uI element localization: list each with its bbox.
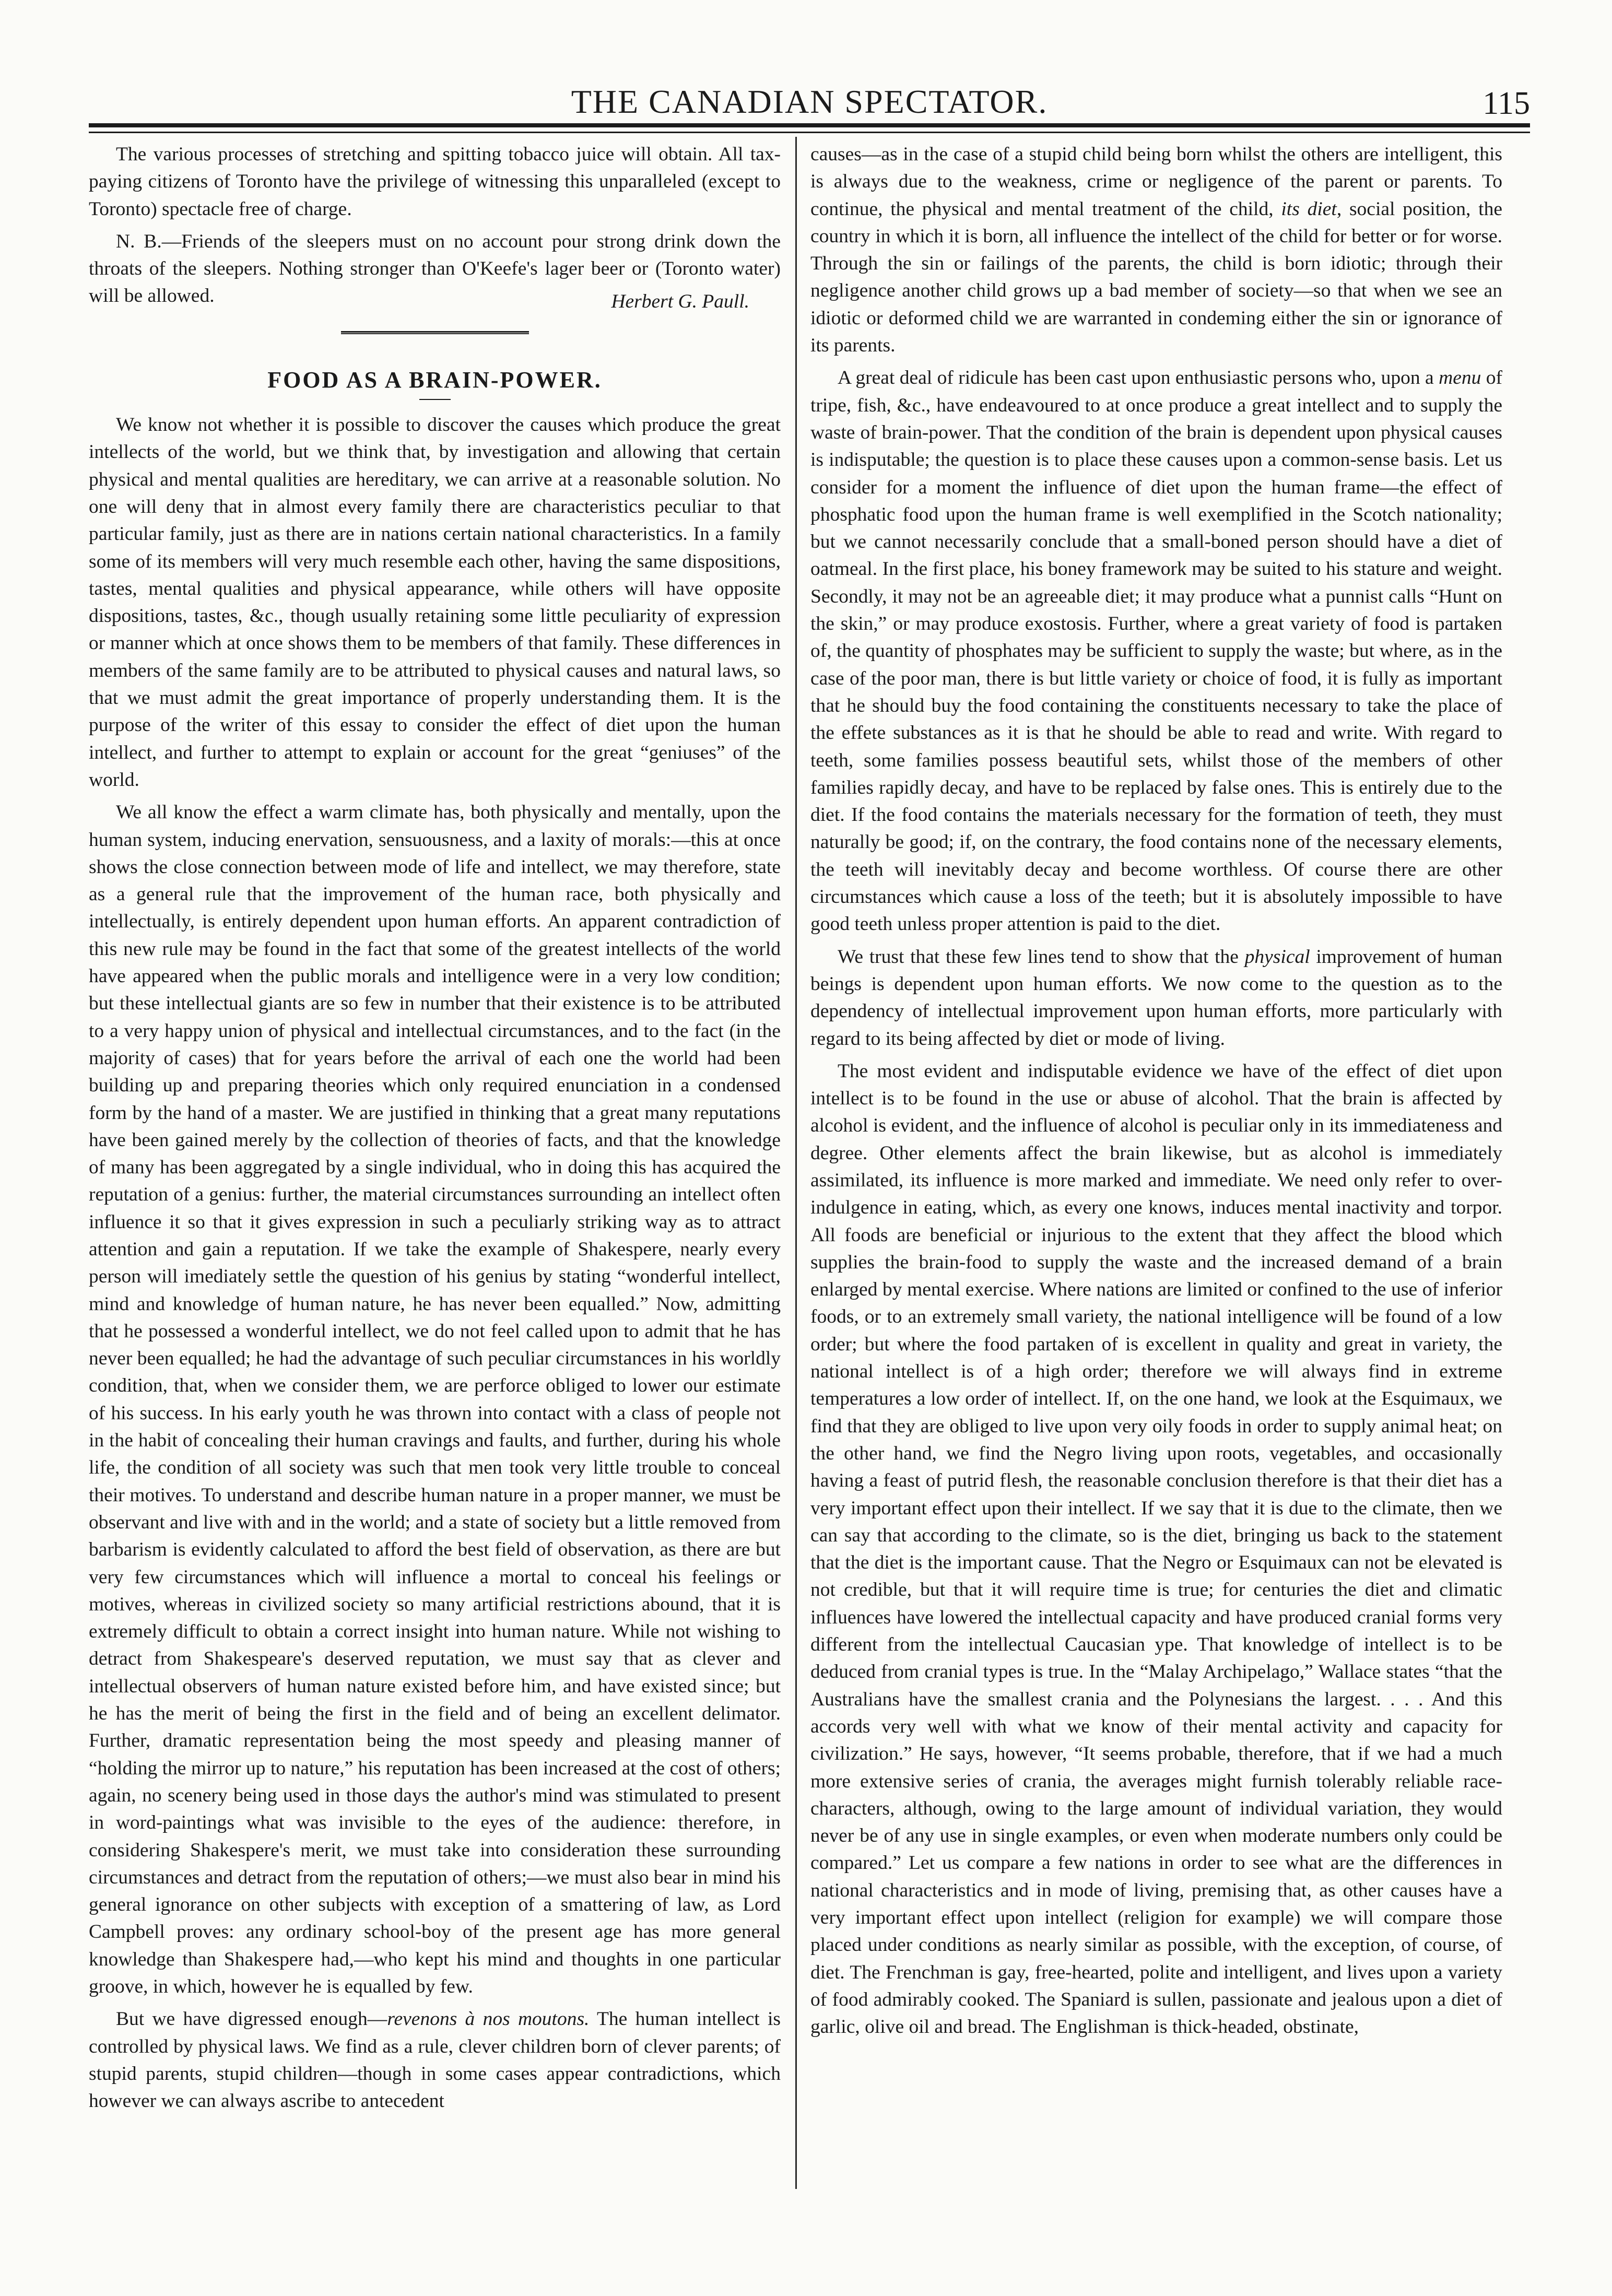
article-paragraph: We know not whether it is possible to discover the causes which produce the great intellects of the world, but we think that, by investigation and allowing that certain physical and mental qualities are hereditary, we can arrive at a reasonable solution. No one will deny that in almost every family there are characteristics peculiar to that particular family, just as there are in nations certain national characteristics. In a family some of its members will very much resemble each other, having the same dispositions, tastes, mental qualities and physical appearance, while others will have opposite dispositions, tastes, &c., though usually retaining some little peculiarity of expression or manner which at once shows them to be members of that family. These differences in members of the same family are to be attributed to physical causes and natural laws, so that we must admit the great importance of properly understanding them. It is the purpose of the writer of this essay to consider the effect of diet upon the human intellect, and further to attempt to explain or account for the great “geniuses” of the world. bbox=[89, 414, 781, 791]
column-divider bbox=[795, 137, 797, 2189]
header-rule-thick bbox=[89, 123, 1530, 127]
page-header bbox=[89, 78, 1530, 125]
french-phrase: revenons à nos moutons. bbox=[387, 2008, 590, 2030]
article-paragraph: causes—as in the case of a stupid child being born whilst the others are intelligent, this is always due to the weakness, crime or negligence of the parent or parents. To continue, the physical and mental treatment of the child, its diet, social position, the country in which it is born, all influence the intellect of the child for better or for worse. Through the sin or failings of the parents, the child is born idiotic; through their negligence another child grows up a bad member of society—so that when we see an idiotic or deformed child we are warranted in condeming either the sin or ignorance of its parents. bbox=[810, 144, 1502, 357]
preceding-article-signature: Herbert G. Paull. bbox=[611, 290, 749, 312]
article-paragraph: We trust that these few lines tend to show that the physical improvement of human beings is dependent upon human efforts. We now come to the question as to the dependency of intellectual improvement upon human efforts, more particularly with regard to its being affected by diet or mode of living. bbox=[810, 946, 1502, 1050]
section-separator-rule bbox=[341, 331, 529, 334]
page-number: 115 bbox=[1482, 86, 1530, 121]
preceding-article-paragraph: The various processes of stretching and spitting tobacco juice will obtain. All tax-paying citizens of Toronto have the privilege of witnessing this unparalleled (except to Toronto) spectacle free of charge. bbox=[89, 144, 781, 220]
left-column bbox=[89, 141, 781, 2120]
article-paragraph: But we have digressed enough—revenons à nos moutons. The human intellect is controlled by physical laws. We find as a rule, clever children born of clever parents; of stupid parents, stupid children—though in some cases appear contradictions, which however we can always ascribe to antecedent bbox=[89, 2008, 781, 2112]
right-column bbox=[810, 141, 1502, 2046]
header-rule-thin bbox=[89, 132, 1530, 133]
article-paragraph: The most evident and indisputable evidence we have of the effect of diet upon intellect is to be found in the use or abuse of alcohol. That the brain is affected by alcohol is evident, and the influence of alcohol is peculiar only in its immediateness and degree. Other elements affect the brain likewise, but as alcohol is immediately assimilated, its influence is more marked and immediate. We need only refer to over-indulgence in eating, which, as every one knows, induces mental inactivity and torpor. All foods are beneficial or injurious to the extent that they affect the blood which supplies the brain-food to supply the waste and the increased demand of a brain enlarged by mental exercise. Where nations are limited or confined to the use of inferior foods, or to an extremely small variety, the national intelligence will be found of a low order; but where the food partaken of is excellent in quality and great in variety, the national intellect is of a high order; therefore we will always find in extreme temperatures a low order of intellect. If, on the one hand, we look at the Esquimaux, we find that they are obliged to live upon very oily foods in order to supply animal heat; on the other hand, we find the Negro living upon roots, vegetables, and occasionally having a feast of putrid flesh, the reasonable conclusion therefore is that their diet has a very important effect upon their intellect. If we say that it is due to the climate, then we can say that according to the climate, so is the diet, bringing us back to the statement that the diet is the important cause. That the Negro or Esquimaux can not be elevated is not credible, but that it will require time is true; for centuries the diet and climatic influences have lowered the intellectual capacity and have produced cranial forms very different from the intellectual Caucasian ype. That knowledge of intellect is to be deduced from cranial types is true. In the “Malay Archipelago,” Wallace states “that the Australians have the smallest crania and the Polynesians the largest. . . . And this accords very well with what we know of their mental activity and capacity for civilization.” He says, however, “It seems probable, therefore, that if we had a much more extensive series of crania, the averages might furnish tolerably reliable race-characters, although, owing to the large amount of individual variation, they would never be of any use in single examples, or even when moderate numbers only could be compared.” Let us compare a few nations in order to see what are the differences in national characteristics and in mode of living, premising that, as other causes have a very important effect upon intellect (religion for example) we will compare those placed under conditions as nearly similar as possible, with the exception, of course, of diet. The Frenchman is gay, free-hearted, polite and intelligent, and lives upon a variety of food admirably cooked. The Spaniard is sullen, passionate and jealous upon a diet of garlic, olive oil and bread. The Englishman is thick-headed, obstinate, bbox=[810, 1060, 1502, 2038]
preceding-article-paragraph: N. B.—Friends of the sleepers must on no account pour strong drink down the throats of the sleepers. Nothing stronger than O'Keefe's lager beer or (Toronto water) will be allowed. bbox=[89, 230, 781, 307]
article-paragraph: A great deal of ridicule has been cast upon enthusiastic persons who, upon a menu of tripe, fish, &c., have endeavoured to at once produce a great intellect and to supply the waste of brain-power. That the condition of the brain is dependent upon physical causes is indisputable; the question is to place these causes upon a common-sense basis. Let us consider for a moment the influence of diet upon the human frame—the effect of phosphatic food upon the human frame is well exemplified in the Scotch nationality; but we cannot necessarily conclude that a small-boned person should have a diet of oatmeal. In the first place, his boney framework may be suited to his stature and weight. Secondly, it may not be an agreeable diet; it may produce what a punnist calls “Hunt on the skin,” or may produce exostosis. Further, where a great variety of food is partaken of, the quantity of phosphates may be sufficient to supply the waste; but where, as in the case of the poor man, there is but little variety or choice of food, it is fully as important that he should buy the food containing the constituents necessary to take the place of the effete substances as it is that he should be able to read and write. With regard to teeth, some families possess beautiful sets, whilst those of the members of other families rapidly decay, and have to be replaced by false ones. This is entirely due to the diet. If the food contains the materials necessary for the formation of teeth, they must naturally be good; if, on the contrary, the food contains none of the necessary elements, the teeth will inevitably decay and become worthless. Of course there are other circumstances which cause a loss of the teeth; but it is absolutely impossible to have good teeth unless proper attention is paid to the diet. bbox=[810, 367, 1502, 935]
article-paragraph: We all know the effect a warm climate has, both physically and mentally, upon the human system, inducing enervation, sensuousness, and a laxity of morals:—this at once shows the close connection between mode of life and intellect, we may therefore, state as a general rule that the improvement of the human race, both physically and intellectually, is entirely dependent upon human efforts. An apparent contradiction of this new rule may be found in the fact that some of the greatest intellects of the world have appeared when the public morals and intelligence were in a very low condition; but these intellectual giants are so few in number that their existence is to be attributed to a very happy union of physical and intellectual circumstances, and to the fact (in the majority of cases) that for years before the arrival of each one the world had been building up and preparing theories which only required enunciation in a condensed form by the hand of a master. We are justified in thinking that a great many reputations have been gained merely by the collection of theories of facts, and that the knowledge of many has been aggregated by a single individual, who in doing this has acquired the reputation of a genius: further, the material circumstances surrounding an intellect often influence it so that it gives expression in such a peculiarly striking way as to attract attention and gain a reputation. If we take the example of Shakespere, nearly every person will imediately settle the question of his genius by stating “wonderful intellect, mind and knowledge of human nature, he has never been equalled.” Now, admitting that he possessed a wonderful intellect, we do not feel called upon to admit that he has never been equalled; he had the advantage of such peculiar circumstances in his worldly condition, that, when we consider them, we are perforce obliged to lower our estimate of his success. In his early youth he was thrown into contact with a class of people not in the habit of concealing their human cravings and faults, and further, during his whole life, the condition of all society was such that men took very little trouble to conceal their motives. To understand and describe human nature in a proper manner, we must be observant and live with and in the world; and a state of society but a little removed from barbarism is evidently calculated to afford the best field of observation, as there are but very few circumstances which will influence a mortal to conceal his feelings or motives, whereas in civilized society so many artificial restrictions abound, that it is extremely difficult to obtain a correct insight into human nature. While not wishing to detract from Shakespeare's deserved reputation, we must say that as clever and intellectual observers of human nature existed before him, and have existed since; but he has the merit of being the first in the field and of being an excellent delimator. Further, dramatic representation being the most speedy and pleasing manner of “holding the mirror up to nature,” his reputation has been increased at the cost of others; again, no scenery being used in those days the author's mind was stimulated to present in word-paintings what was invisible to the eyes of the audience: therefore, in considering Shakespere's merit, we must take into consideration these surrounding circumstances and detract from the reputation of others;—we must also bear in mind his general ignorance on other subjects with exception of a smattering of law, as Lord Campbell proves: any ordinary school-boy of the present age has more general knowledge than Shakespere had,—who kept his mind and thoughts in one particular groove, in which, however he is equalled by few. bbox=[89, 802, 781, 1997]
title-ornament-dash bbox=[419, 399, 451, 400]
running-head: THE CANADIAN SPECTATOR. bbox=[571, 83, 1048, 120]
article-title: FOOD AS A BRAIN-POWER. bbox=[267, 367, 602, 393]
